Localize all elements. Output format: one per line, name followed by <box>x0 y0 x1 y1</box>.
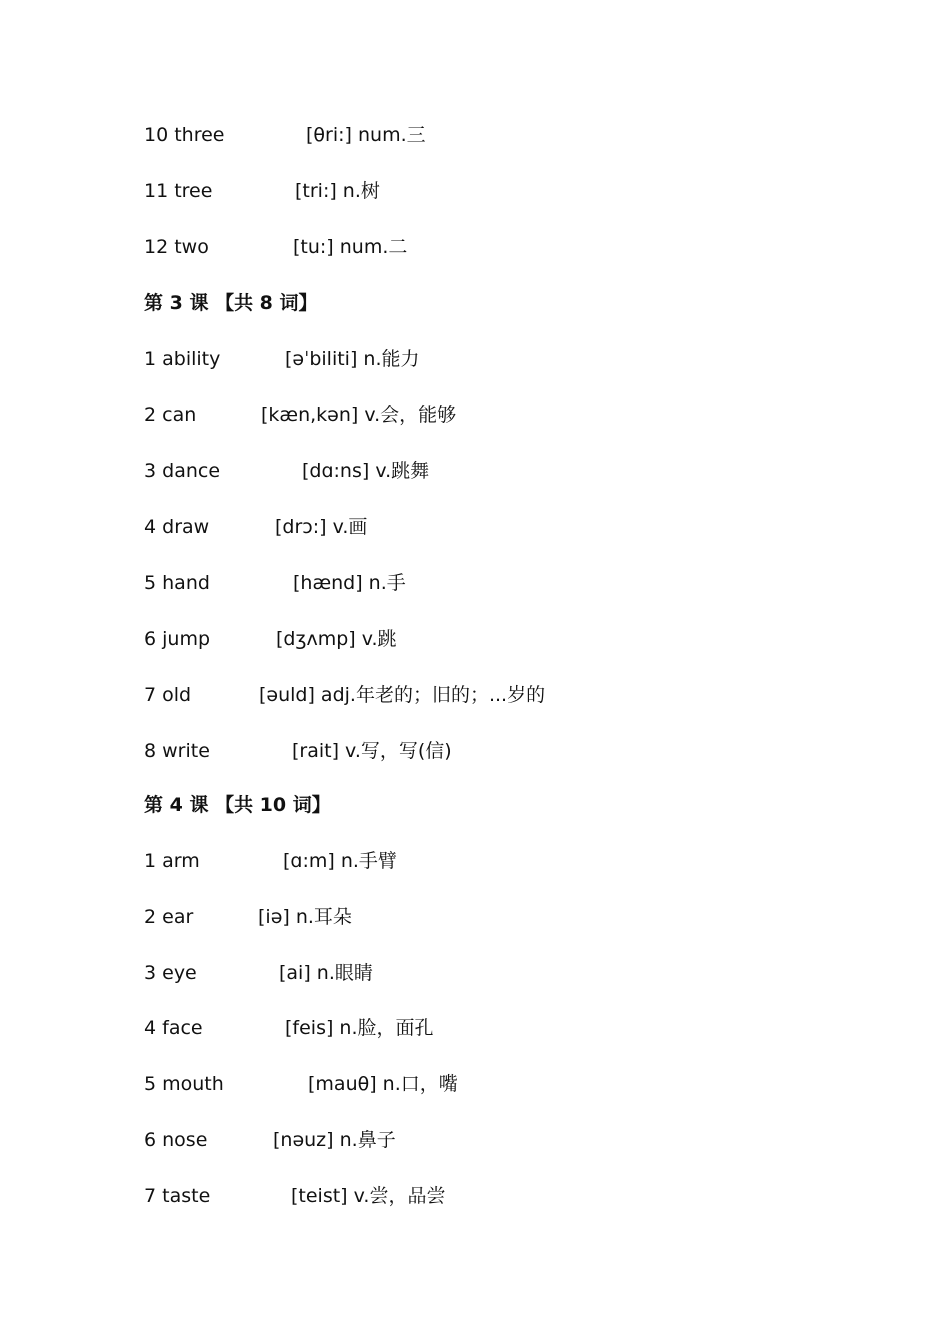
entry-definition: [dɑ:ns] v.跳舞 <box>302 460 430 482</box>
entry-definition: [θri:] num.三 <box>306 124 426 146</box>
entry-definition: [ɑ:m] n.手臂 <box>283 850 397 872</box>
entry-definition: [əuld] adj.年老的；旧的；...岁的 <box>259 684 546 706</box>
entry-word: 8 write <box>144 740 210 762</box>
entry-word: 4 draw <box>144 516 210 538</box>
entry-definition: [əˈbiliti] n.能力 <box>285 348 420 370</box>
entry-definition: [feis] n.脸，面孔 <box>285 1017 434 1039</box>
entry-word: 6 jump <box>144 628 211 650</box>
entry-word: 11 tree <box>144 180 213 202</box>
entry-word: 2 can <box>144 404 197 426</box>
lesson-heading: 第 3 课 【共 8 词】 <box>144 292 318 314</box>
entry-word: 5 mouth <box>144 1073 224 1095</box>
entry-word: 7 taste <box>144 1185 211 1207</box>
entry-word: 3 eye <box>144 962 197 984</box>
lesson-heading: 第 4 课 【共 10 词】 <box>144 794 331 816</box>
entry-definition: [ai] n.眼睛 <box>279 962 373 984</box>
entry-definition: [tri:] n.树 <box>295 180 380 202</box>
entry-word: 2 ear <box>144 906 194 928</box>
entry-definition: [dʒʌmp] v.跳 <box>276 628 397 650</box>
entry-word: 10 three <box>144 124 225 146</box>
entry-word: 6 nose <box>144 1129 208 1151</box>
entry-definition: [teist] v.尝，品尝 <box>291 1185 446 1207</box>
entry-word: 12 two <box>144 236 209 258</box>
entry-definition: [drɔ:] v.画 <box>275 516 368 538</box>
entry-word: 5 hand <box>144 572 210 594</box>
entry-definition: [tu:] num.二 <box>293 236 408 258</box>
entry-definition: [hænd] n.手 <box>293 572 406 594</box>
entry-word: 7 old <box>144 684 192 706</box>
entry-definition: [kæn,kən] v.会，能够 <box>261 404 457 426</box>
entry-word: 4 face <box>144 1017 203 1039</box>
entry-word: 3 dance <box>144 460 221 482</box>
entry-word: 1 arm <box>144 850 200 872</box>
entry-word: 1 ability <box>144 348 221 370</box>
entry-definition: [rait] v.写，写(信) <box>292 740 452 762</box>
entry-definition: [mauθ] n.口，嘴 <box>308 1073 458 1095</box>
entry-definition: [iə] n.耳朵 <box>258 906 352 928</box>
entry-definition: [nəuz] n.鼻子 <box>273 1129 396 1151</box>
